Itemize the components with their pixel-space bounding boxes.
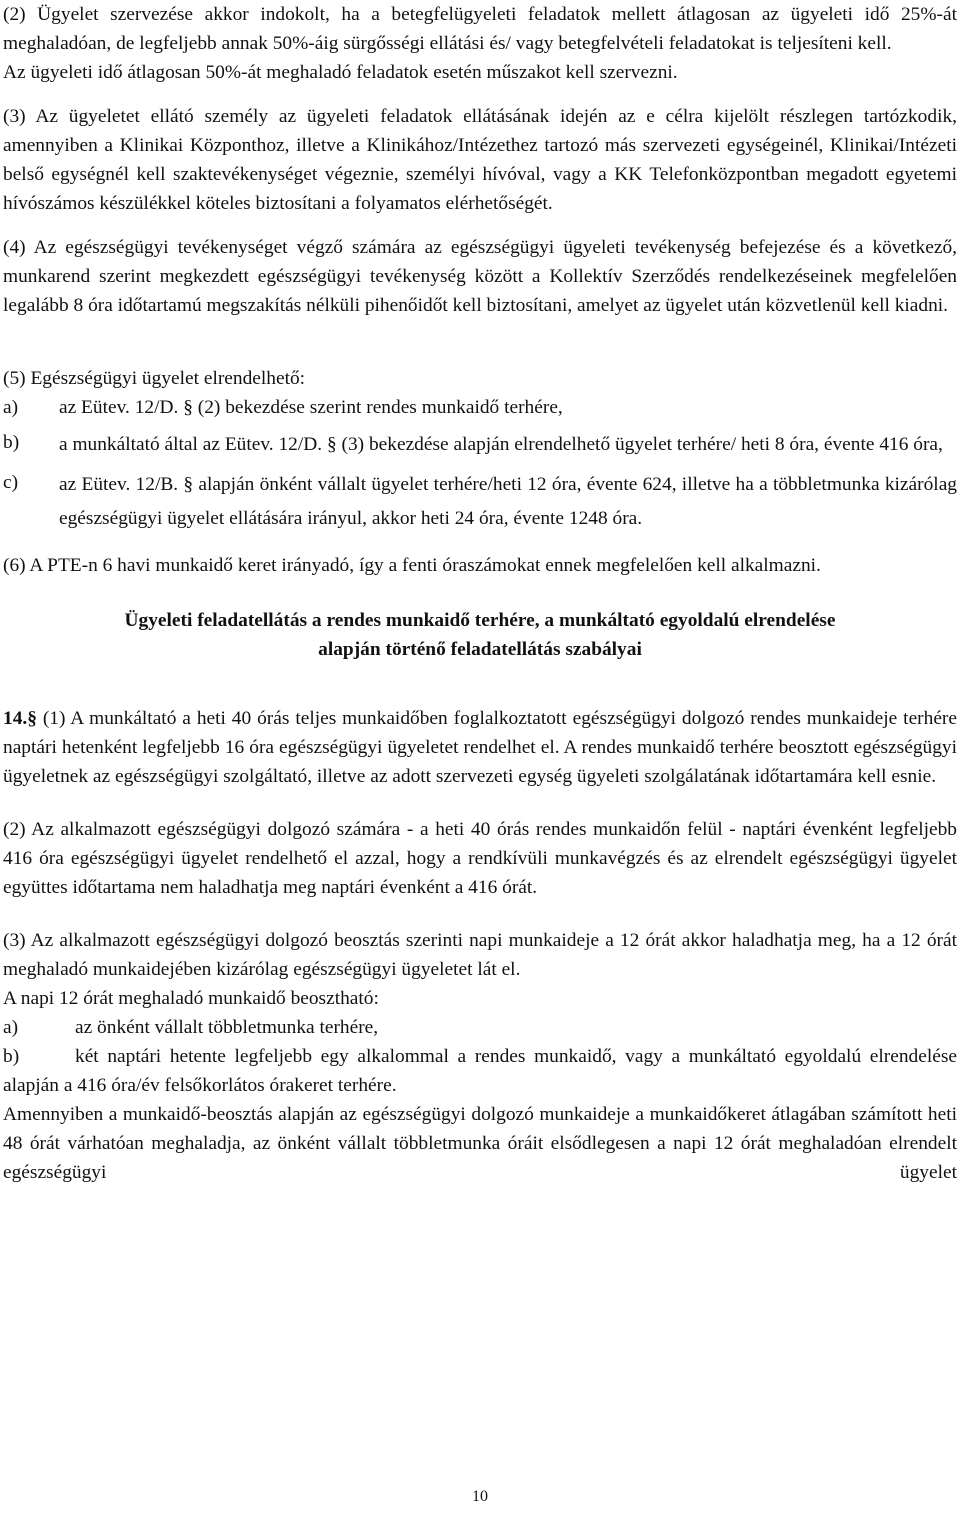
list-label: a) — [3, 397, 19, 418]
list-item — [3, 468, 957, 536]
list-label: c) — [3, 472, 19, 493]
section-14-paragraph-3: (3) Az alkalmazott egészségügyi dolgozó beosztás szerinti napi munkaideje a 12 órát akkor haladhatja meg, ha a 12 órát meghaladó munkaidejében kizárólag egészségügyi ügyeletet lát el. — [3, 930, 957, 980]
section-14-paragraph-3b: A napi 12 órát meghaladó munkaidő beosztható: — [3, 988, 379, 1009]
document-content — [3, 0, 957, 1187]
section-14-paragraph-2: (2) Az alkalmazott egészségügyi dolgozó számára - a heti 40 órás rendes munkaidőn felül - naptári évenként legfeljebb 416 óra egészségügyi ügyelet rendelhető el azzal, hogy a rendkívüli munkavégzés és az elrendelt egészségügyi ügyelet együttes időtartama nem haladhatja meg naptári évenként a 416 órát. — [3, 819, 957, 898]
section-heading-line-1: Ügyeleti feladatellátás a rendes munkaidő terhére, a munkáltató egyoldalú elrendelése — [124, 610, 836, 631]
list-14 — [3, 1013, 957, 1100]
list-item — [3, 428, 957, 462]
list-5 — [3, 393, 957, 536]
list-text: két naptári hetente legfeljebb egy alkalommal a rendes munkaidő, vagy a munkáltató egyoldalú elrendelése alapján a 416 óra/év felsőkorlátos órakeret terhére. — [3, 1046, 957, 1096]
section-14-p1-text: (1) A munkáltató a heti 40 órás teljes munkaidőben foglalkoztatott egészségügyi dolgozó rendes munkaideje terhére naptári hetenként legfeljebb 16 óra egészségügyi ügyeletet rendelhet el. A rendes munkaidő terhére beosztott egészségügyi ügyeletnek az egészségügyi szolgáltató, illetve az adott szervezeti egység ügyeleti szolgálatának időtartamára kell esnie. — [3, 708, 957, 787]
list-item — [3, 1013, 957, 1042]
paragraph-4: (4) Az egészségügyi tevékenységet végző számára az egészségügyi ügyeleti tevékenység befejezése és a következő, munkarend szerint megkezdett egészségügyi tevékenység között a Kollektív Szerződés rendelkezéseinek megfelelően legalább 8 óra időtartamú megszakítás nélküli pihenőidőt kell biztosítani, amelyet az ügyelet után közvetlenül kell kiadni. — [3, 237, 957, 316]
paragraph-5: (5) Egészségügyi ügyelet elrendelhető: — [3, 368, 306, 389]
list-label: b) — [3, 432, 20, 453]
list-text: az Eütev. 12/B. § alapján önként vállalt ügyelet terhére/heti 12 óra, évente 624, illetve ha a többletmunka kizárólag egészségügyi ügyelet ellátására irányul, akkor heti 24 óra, évente 1248 óra. — [59, 474, 957, 529]
section-14-paragraph-3c: Amennyiben a munkaidő-beosztás alapján az egészségügyi dolgozó munkaideje a munkaidőkeret átlagában számított heti 48 órát várhatóan meghaladja, az önként vállalt többletmunka óráit elsődlegesen a napi 12 órát meghaladóan elrendelt egészségügyi ügyelet — [3, 1104, 957, 1183]
list-text: az Eütev. 12/D. § (2) bekezdése szerint rendes munkaidő terhére, — [59, 397, 563, 418]
section-14-paragraph-1 — [3, 704, 957, 791]
list-text: a munkáltató által az Eütev. 12/D. § (3) bekezdése alapján elrendelhető ügyelet terhére/ heti 8 óra, évente 416 óra, — [59, 434, 943, 455]
list-item — [3, 393, 957, 422]
paragraph-3: (3) Az ügyeletet ellátó személy az ügyeleti feladatok ellátásának idején az e célra kijelölt részlegen tartózkodik, amennyiben a Klinikai Központhoz, illetve a Klinikához/Intézethez tartozó más szervezeti egységeinél, Klinikai/Intézeti belső egységnél kell szaktevékenységet végeznie, személyi hívóval, vagy a KK Telefonközpontban megadott egyetemi hívószámos készülékkel köteles biztosítani a folyamatos elérhetőségét. — [3, 106, 957, 214]
list-label: b) — [3, 1046, 20, 1067]
section-heading-line-2: alapján történő feladatellátás szabályai — [318, 639, 642, 660]
section-number: 14.§ — [3, 708, 37, 729]
list-label: a) — [3, 1017, 19, 1038]
paragraph-6: (6) A PTE-n 6 havi munkaidő keret irányadó, így a fenti óraszámokat ennek megfelelően kell alkalmazni. — [3, 555, 821, 576]
page-number: 10 — [472, 1488, 488, 1505]
list-item-b — [3, 1042, 957, 1100]
list-text: az önként vállalt többletmunka terhére, — [75, 1017, 379, 1038]
paragraph-2-intro: (2) Ügyelet szervezése akkor indokolt, ha a betegfelügyeleti feladatok mellett átlagosan az ügyeleti idő 25%-át meghaladóan, de legfeljebb annak 50%-áig sürgősségi ellátási és/ vagy betegfelvételi feladatokat is teljesíteni kell. — [3, 4, 957, 54]
paragraph-2-shift: Az ügyeleti idő átlagosan 50%-át meghaladó feladatok esetén műszakot kell szervezni. — [3, 62, 678, 83]
